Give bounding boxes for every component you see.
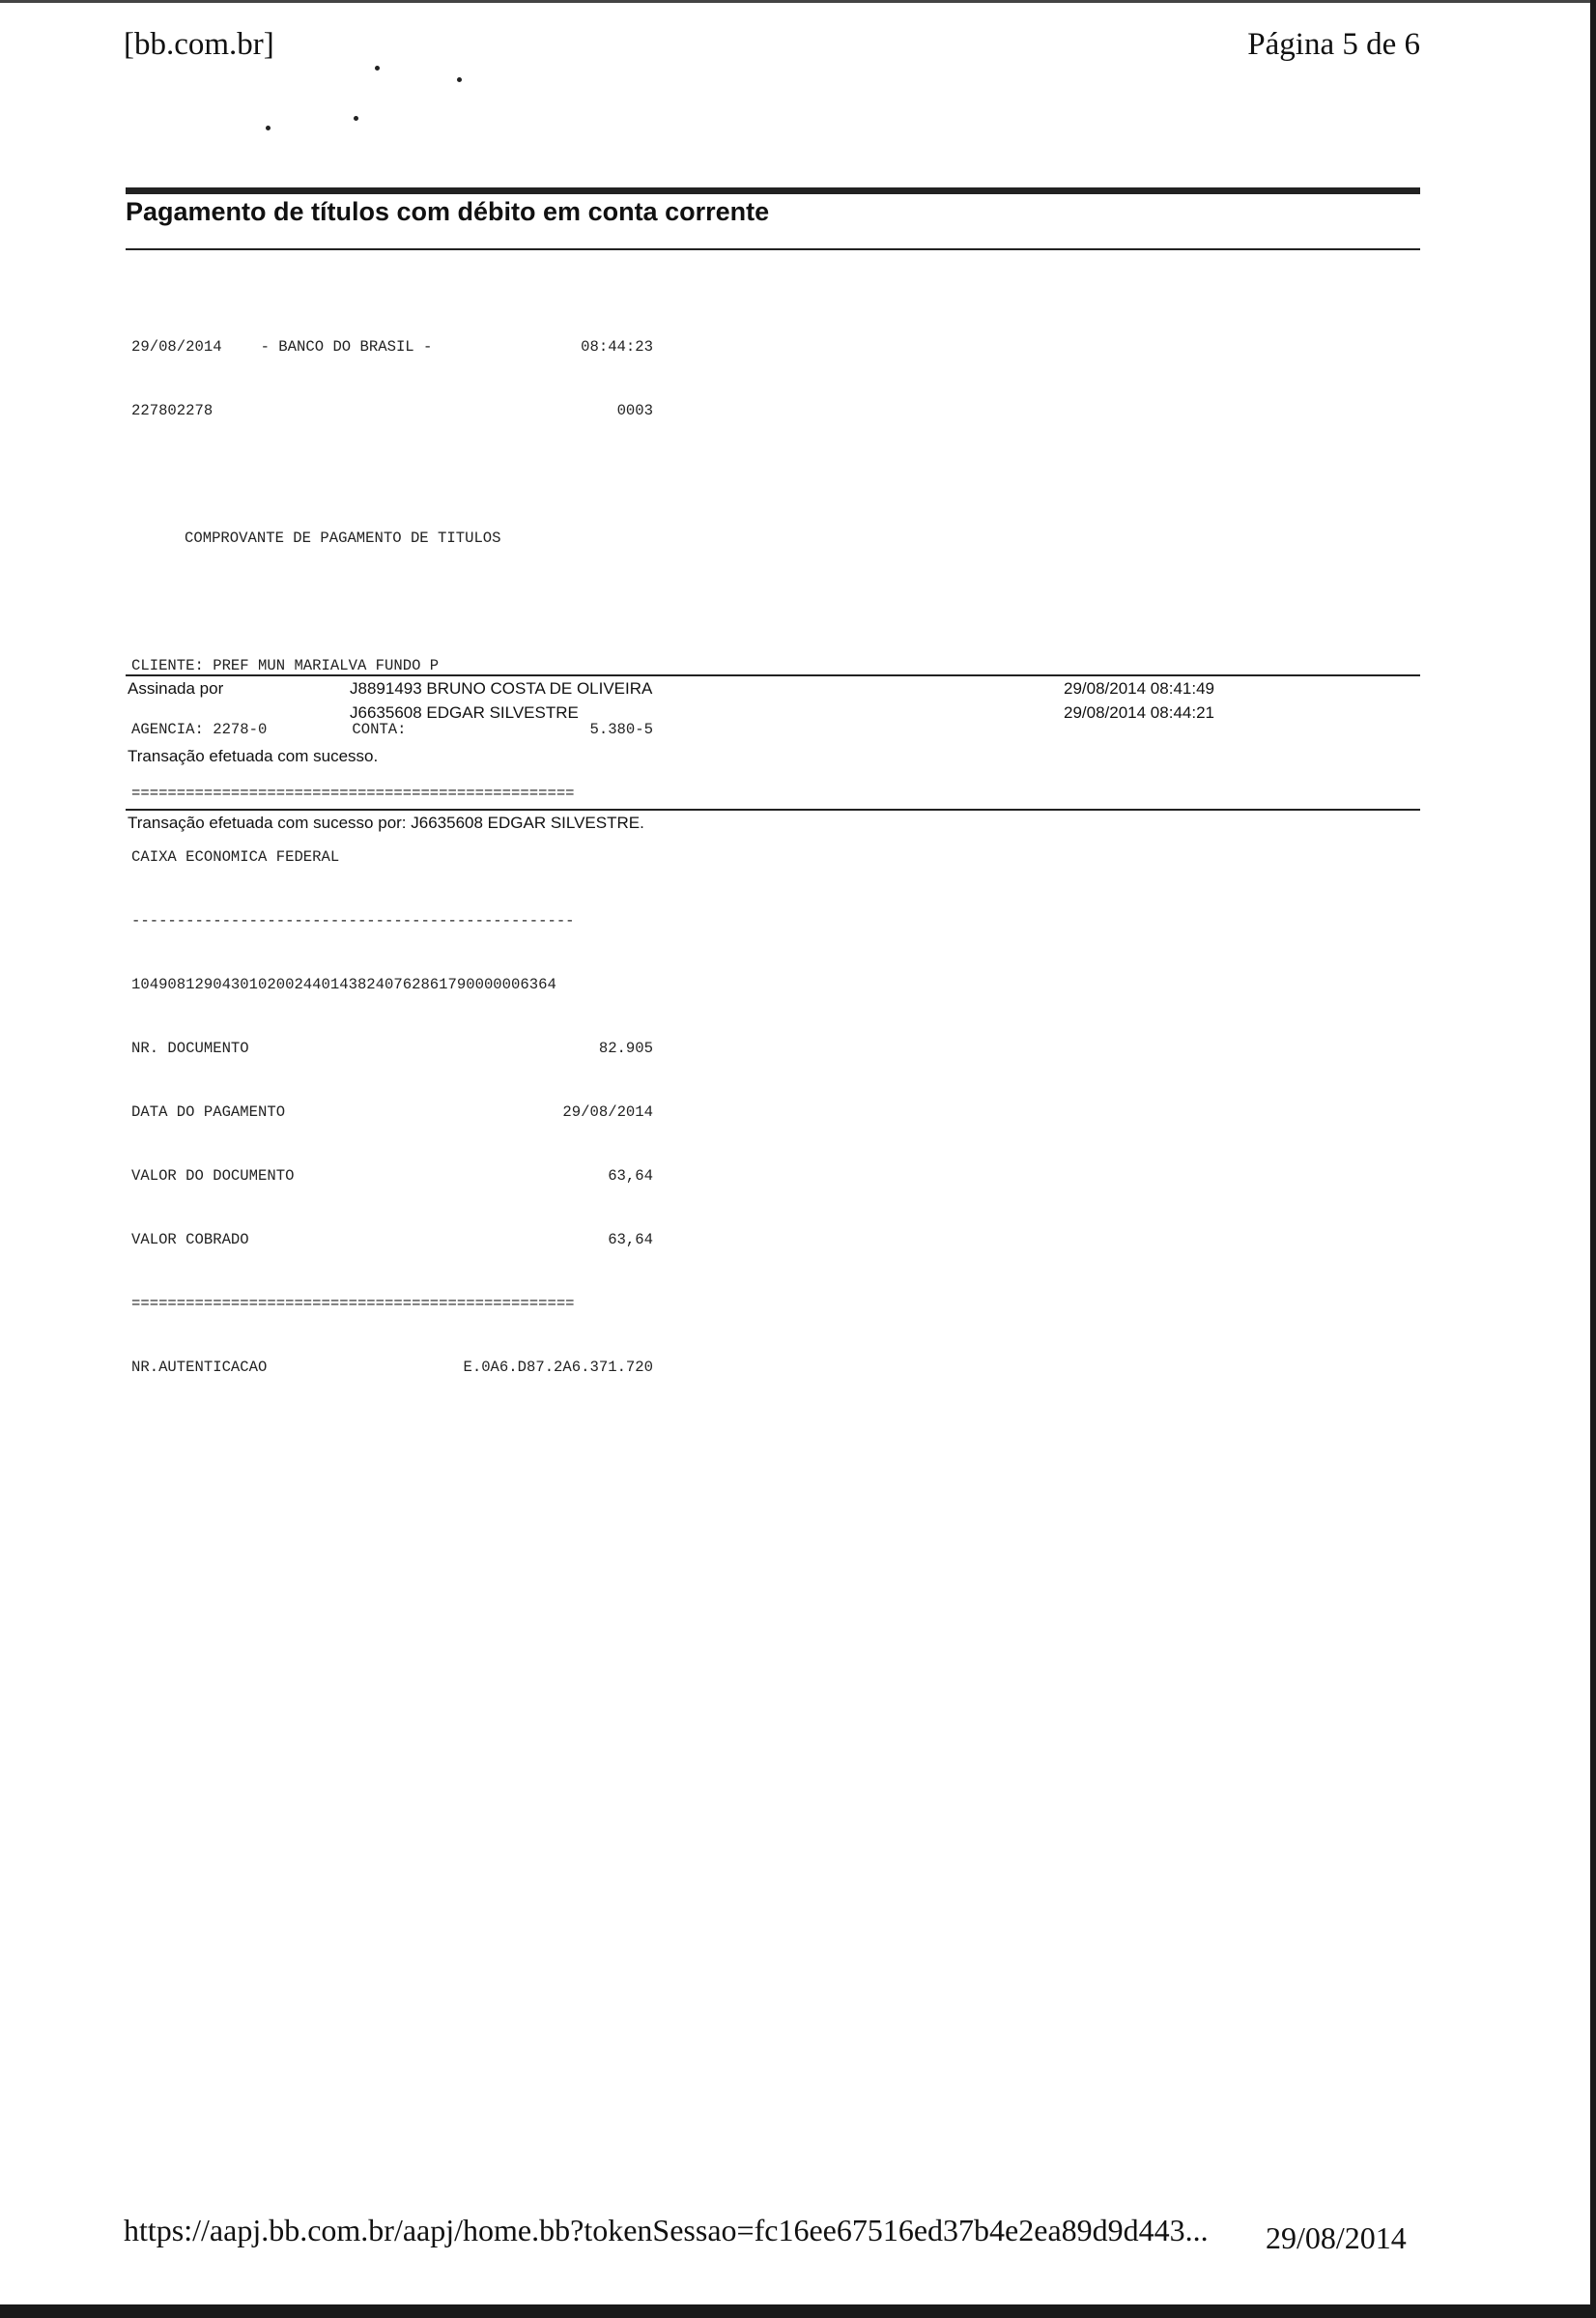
nr-documento-value: 82.905 (598, 1040, 653, 1057)
transaction-status: Transação efetuada com sucesso. (128, 747, 379, 765)
payment-receipt (131, 294, 653, 1399)
receipt-separator-double: ================================================= (131, 785, 575, 802)
receipt-beneficiary: CAIXA ECONOMICA FEDERAL (131, 848, 340, 866)
print-date: 29/08/2014 (1266, 2220, 1407, 2255)
scan-edge-top (0, 0, 1596, 3)
scan-speck (375, 66, 380, 71)
autenticacao-label: NR.AUTENTICACAO (131, 1359, 268, 1376)
signer-name: J6635608 EDGAR SILVESTRE (350, 703, 579, 722)
data-pagamento-value: 29/08/2014 (562, 1103, 653, 1121)
receipt-separator-double: ================================================= (131, 1295, 575, 1312)
receipt-seq: 0003 (616, 402, 653, 419)
autenticacao-value: E.0A6.D87.2A6.371.720 (463, 1359, 653, 1376)
scan-speck (354, 116, 358, 121)
signer-datetime: 29/08/2014 08:41:49 (1064, 679, 1214, 698)
page-number: Página 5 de 6 (1247, 27, 1420, 62)
transaction-status-detail: Transação efetuada com sucesso por: J6635608 EDGAR SILVESTRE. (128, 814, 644, 832)
valor-documento-label: VALOR DO DOCUMENTO (131, 1167, 295, 1185)
title-rule-top (126, 187, 1420, 194)
receipt-data-pagamento (131, 1102, 653, 1123)
receipt-heading: COMPROVANTE DE PAGAMENTO DE TITULOS (185, 529, 501, 547)
receipt-barcode: 10490812904301020024401438240762861790000006364 (131, 976, 556, 993)
page-title: Pagamento de títulos com débito em conta corrente (126, 197, 770, 226)
receipt-cliente: CLIENTE: PREF MUN MARIALVA FUNDO P (131, 657, 440, 674)
scan-edge-right (1590, 0, 1596, 2318)
page-url: https://aapj.bb.com.br/aapj/home.bb?tokenSessao=fc16ee67516ed37b4e2ea89d9d443... (124, 2213, 1209, 2247)
scan-speck (457, 77, 462, 82)
receipt-header-line (131, 336, 653, 358)
scan-edge-bottom (0, 2304, 1596, 2318)
footer-status-rule (126, 809, 1420, 811)
valor-documento-value: 63,64 (608, 1167, 653, 1185)
scan-speck (266, 126, 271, 130)
valor-cobrado-value: 63,64 (608, 1231, 653, 1248)
signer-name: J8891493 BRUNO COSTA DE OLIVEIRA (350, 679, 653, 698)
receipt-valor-cobrado (131, 1229, 653, 1250)
signatures-rule (126, 674, 1420, 676)
nr-documento-label: NR. DOCUMENTO (131, 1040, 249, 1057)
receipt-conta-label: CONTA: (352, 721, 407, 738)
page-source: [bb.com.br] (124, 27, 274, 62)
signed-by-label: Assinada por (128, 679, 224, 698)
receipt-id-line (131, 400, 653, 421)
receipt-bank: - BANCO DO BRASIL - (260, 338, 433, 356)
receipt-agencia: AGENCIA: 2278-0 (131, 721, 268, 738)
receipt-date: 29/08/2014 (131, 338, 222, 356)
title-rule-bottom (126, 248, 1420, 250)
data-pagamento-label: DATA DO PAGAMENTO (131, 1103, 286, 1121)
receipt-time: 08:44:23 (581, 338, 653, 356)
receipt-valor-documento (131, 1165, 653, 1187)
valor-cobrado-label: VALOR COBRADO (131, 1231, 249, 1248)
receipt-id: 227802278 (131, 402, 214, 419)
receipt-conta-value: 5.380-5 (589, 721, 653, 738)
receipt-nr-documento (131, 1038, 653, 1059)
signer-datetime: 29/08/2014 08:44:21 (1064, 703, 1214, 722)
receipt-autenticacao (131, 1357, 653, 1378)
receipt-separator-single: ------------------------------------------------- (131, 912, 575, 930)
